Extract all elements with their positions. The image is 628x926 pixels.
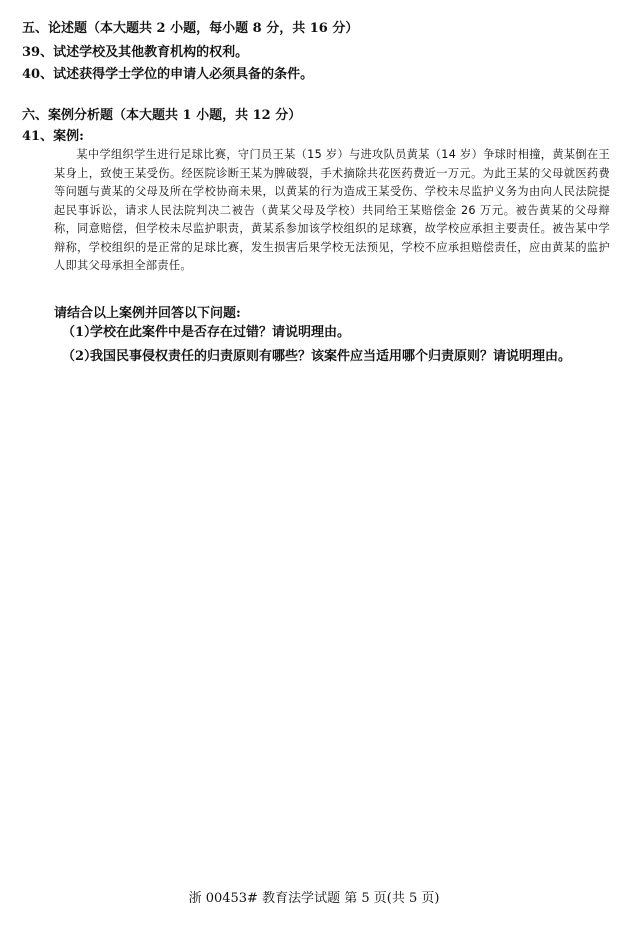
question-39-number: 39、	[22, 45, 54, 60]
question-39	[22, 44, 248, 62]
section6-heading: 六、案例分析题（本大题共 1 小题，共 12 分）	[22, 108, 302, 123]
sub-question-2-text: 我国民事侵权责任的归责原则有哪些？该案件应当适用哪个归责原则？请说明理由。	[90, 349, 572, 364]
question-41-number: 41、	[22, 129, 54, 144]
case-prompt: 请结合以上案例并回答以下问题:	[54, 306, 241, 321]
sub-question-2-number: （2）	[62, 349, 98, 364]
sub-question-1-text: 学校在此案件中是否存在过错？请说明理由。	[90, 325, 351, 340]
question-41	[22, 128, 84, 146]
sub-question-2	[62, 346, 618, 368]
question-39-text: 试述学校及其他教育机构的权利。	[53, 45, 249, 60]
sub-question-1-number: （1）	[62, 325, 98, 340]
section5-heading: 五、论述题（本大题共 2 小题，每小题 8 分，共 16 分）	[22, 21, 359, 36]
page-footer: 浙 00453# 教育法学试题 第 5 页(共 5 页)	[188, 891, 440, 906]
question-40	[22, 66, 313, 84]
case-text: 某中学组织学生进行足球比赛，守门员王某（15 岁）与进攻队员黄某（14 岁）争球时相撞，黄某倒在王某身上，致使王某受伤。经医院诊断王某为脾破裂，手术摘除共花医药费近一万元。为此王某的父母就医药费等问题与黄某的父母及所在学校协商未果，以黄某的行为造成王某受伤、学校未尽监护义务为由向人民法院提起民事诉讼，请求人民法院判决二被告（黄某父母及学校）共同给王某赔偿金 26 万元。被告黄某的父母辩称，同意赔偿，但学校未尽监护职责，黄某系参加该学校组织的足球赛，故学校应承担主要责任。被告某中学辩称，学校组织的是正常的足球比赛，发生损害后果学校无法预见，学校不应承担赔偿责任，应由黄某的监护人即其父母承担全部责任。	[54, 148, 610, 272]
question-41-label: 案例:	[53, 129, 84, 144]
question-40-number: 40、	[22, 67, 54, 82]
sub-question-1	[62, 322, 618, 344]
question-40-text: 试述获得学士学位的申请人必须具备的条件。	[53, 67, 314, 82]
